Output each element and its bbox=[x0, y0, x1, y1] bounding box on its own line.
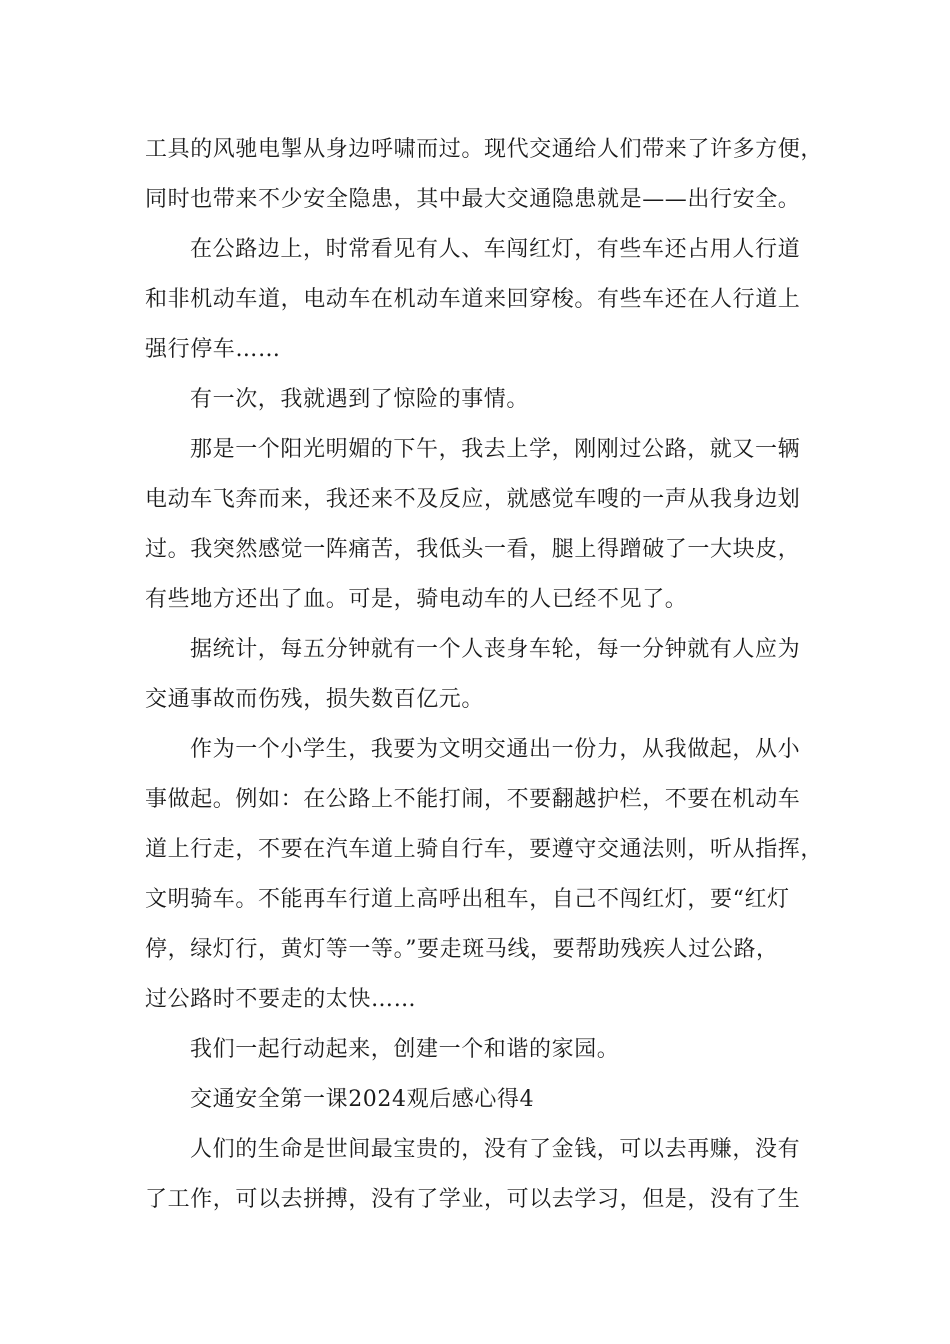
text-line: 和非机动车道，电动车在机动车道来回穿梭。有些车还在人行道上 bbox=[145, 287, 801, 312]
text-line: 了工作，可以去拼搏，没有了学业，可以去学习，但是，没有了生 bbox=[145, 1187, 801, 1212]
text-line: 强行停车…… bbox=[145, 337, 281, 362]
text-line: 同时也带来不少安全隐患，其中最大交通隐患就是——出行安全。 bbox=[145, 187, 801, 212]
text-line: 事做起。例如：在公路上不能打闹，不要翻越护栏，不要在机动车 bbox=[145, 787, 801, 812]
paragraph-start-line: 我们一起行动起来，创建一个和谐的家园。 bbox=[190, 1037, 620, 1062]
text-line: 过公路时不要走的太快…… bbox=[145, 987, 417, 1012]
text-line: 交通事故而伤残，损失数百亿元。 bbox=[145, 687, 485, 712]
text-line: 电动车飞奔而来，我还来不及反应，就感觉车嗖的一声从我身边划 bbox=[145, 487, 801, 512]
paragraph-start-line: 据统计，每五分钟就有一个人丧身车轮，每一分钟就有人应为 bbox=[190, 637, 801, 662]
text-line: 工具的风驰电掣从身边呼啸而过。现代交通给人们带来了许多方便， bbox=[145, 137, 824, 162]
paragraph-start-line: 那是一个阳光明媚的下午，我去上学，刚刚过公路，就又一辆 bbox=[190, 437, 801, 462]
text-line: 道上行走，不要在汽车道上骑自行车，要遵守交通法则，听从指挥， bbox=[145, 837, 824, 862]
text-line: 文明骑车。不能再车行道上高呼出租车，自己不闯红灯，要“红灯 bbox=[145, 887, 790, 912]
text-line: 过。我突然感觉一阵痛苦，我低头一看，腿上得蹭破了一大块皮， bbox=[145, 537, 801, 562]
text-line: 有些地方还出了血。可是，骑电动车的人已经不见了。 bbox=[145, 587, 688, 612]
text-line: 停，绿灯行，黄灯等一等。”要走斑马线，要帮助残疾人过公路， bbox=[145, 937, 779, 962]
paragraph-start-line: 有一次，我就遇到了惊险的事情。 bbox=[190, 387, 530, 412]
paragraph-start-line: 作为一个小学生，我要为文明交通出一份力，从我做起，从小 bbox=[190, 737, 801, 762]
section-heading: 交通安全第一课2024观后感心得4 bbox=[190, 1087, 535, 1112]
paragraph-start-line: 人们的生命是世间最宝贵的，没有了金钱，可以去再赚，没有 bbox=[190, 1137, 801, 1162]
paragraph-start-line: 在公路边上，时常看见有人、车闯红灯，有些车还占用人行道 bbox=[190, 237, 801, 262]
